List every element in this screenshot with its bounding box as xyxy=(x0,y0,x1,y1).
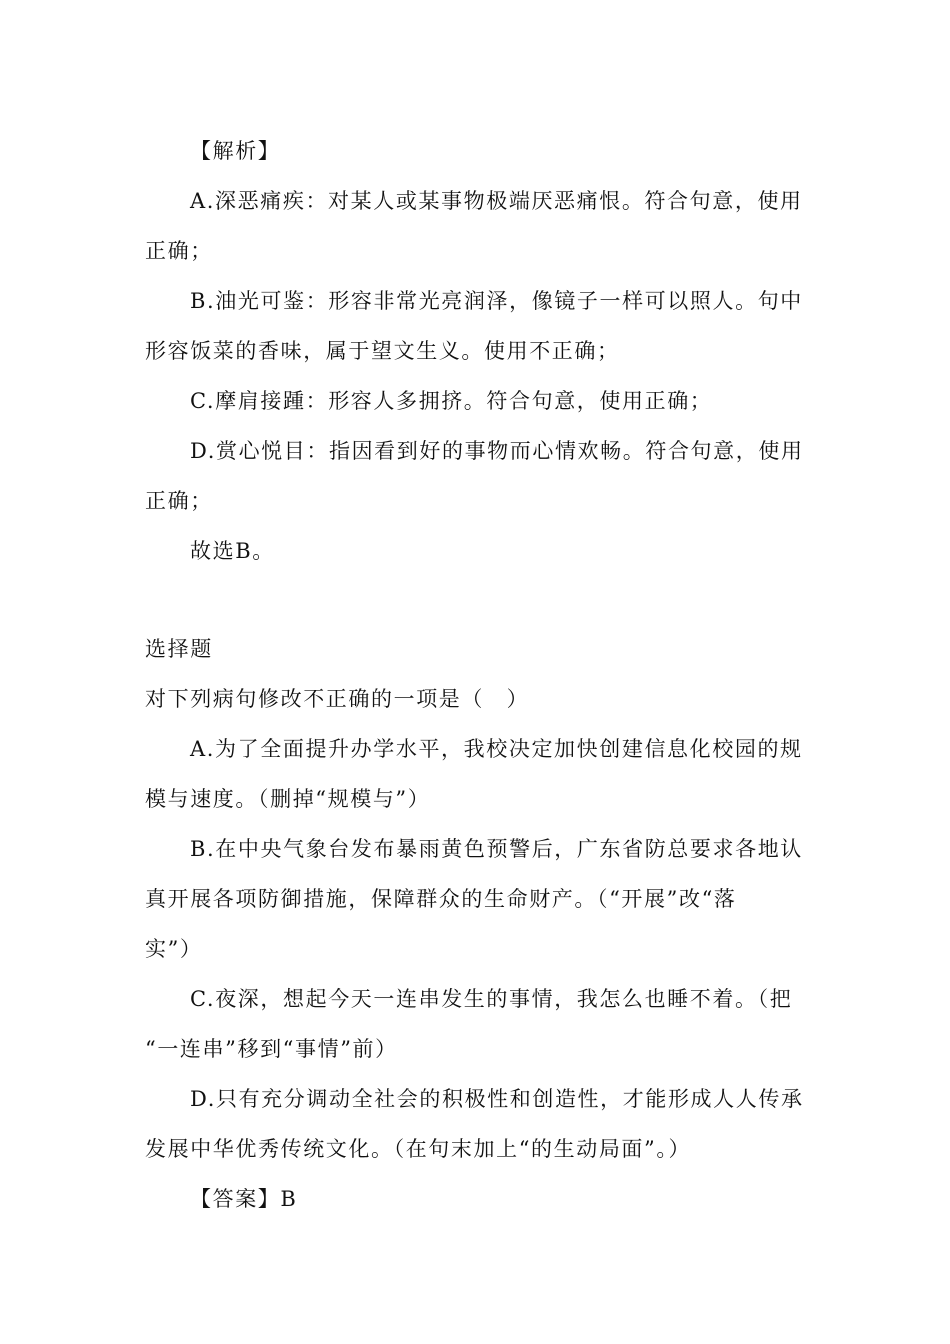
question-type: 选择题 xyxy=(145,637,213,661)
question-option-c-line1: C.夜深，想起今天一连串发生的事情，我怎么也睡不着。（把 xyxy=(190,987,793,1011)
analysis-option-a-line1: A.深恶痛疾：对某人或某事物极端厌恶痛恨。符合句意，使用 xyxy=(190,189,803,213)
question-option-b-line3: 实”） xyxy=(145,937,203,961)
question-option-c-line2: “一连串”移到“事情”前） xyxy=(145,1037,398,1061)
analysis-option-d-line2: 正确； xyxy=(145,489,213,513)
analysis-option-c-line1: C.摩肩接踵：形容人多拥挤。符合句意，使用正确； xyxy=(190,389,713,413)
question-option-b-line2: 真开展各项防御措施，保障群众的生命财产。（“开展”改“落 xyxy=(145,887,737,911)
analysis-heading: 【解析】 xyxy=(190,139,281,163)
analysis-option-d-line1: D.赏心悦目：指因看到好的事物而心情欢畅。符合句意，使用 xyxy=(190,439,804,463)
question-option-a-line1: A.为了全面提升办学水平，我校决定加快创建信息化校园的规 xyxy=(190,737,803,761)
analysis-option-b-line1: B.油光可鉴：形容非常光亮润泽，像镜子一样可以照人。句中 xyxy=(190,289,803,313)
question-option-d-line2: 发展中华优秀传统文化。（在句末加上“的生动局面”。） xyxy=(145,1137,692,1161)
analysis-conclusion: 故选B。 xyxy=(190,539,275,563)
question-option-b-line1: B.在中央气象台发布暴雨黄色预警后，广东省防总要求各地认 xyxy=(190,837,803,861)
analysis-option-a-line2: 正确； xyxy=(145,239,213,263)
question-stem: 对下列病句修改不正确的一项是（ ） xyxy=(145,687,530,711)
question-option-a-line2: 模与速度。（删掉“规模与”） xyxy=(145,787,431,811)
analysis-option-b-line2: 形容饭菜的香味，属于望文生义。使用不正确； xyxy=(145,339,620,363)
question-option-d-line1: D.只有充分调动全社会的积极性和创造性，才能形成人人传承 xyxy=(190,1087,804,1111)
answer-line: 【答案】B xyxy=(190,1187,298,1211)
